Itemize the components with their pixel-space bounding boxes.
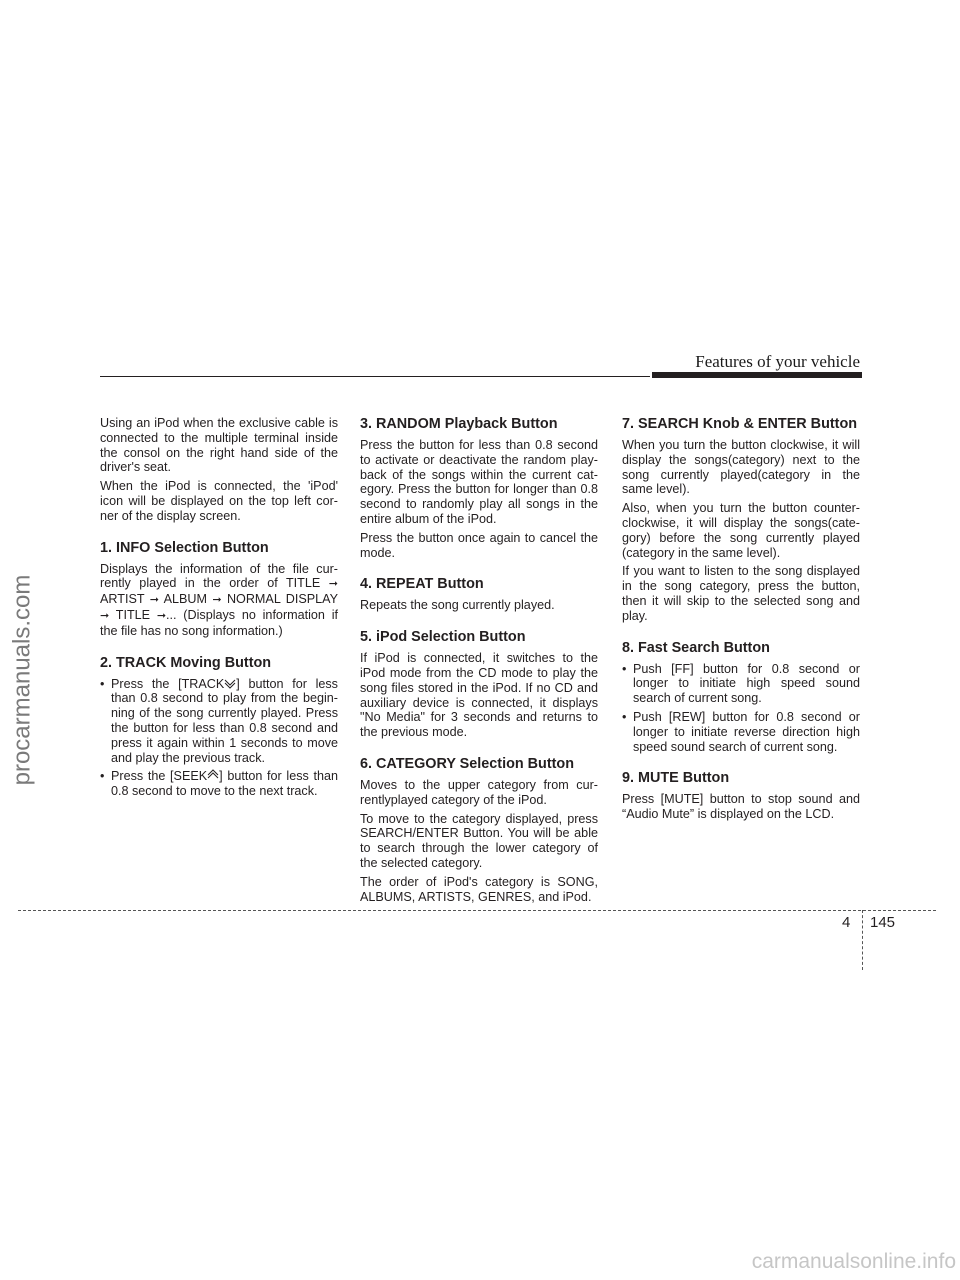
chevron-down-icon [224,677,236,689]
section-6-paragraph-3: The order of iPod's category is SONG, ALBUMS, ARTISTS, GENRES, and iPod. [360,874,598,904]
bullet-ff: • Push [FF] button for 0.8 second or longer to initiate high speed sound search of current song. [622,662,860,706]
header-rule [100,376,650,377]
footer-divider [862,910,863,970]
section-title: Features of your vehicle [695,352,860,371]
s1-text-1: Displays the information of the file cur-rently played in the order of TITLE [100,561,338,591]
section-7-paragraph-3: If you want to listen to the song displayed in the song category, press the button, then it will skip to the selected song and play. [622,564,860,623]
section-3-paragraph-2: Press the button once again to cancel the mode. [360,530,598,560]
bullet-rew: • Push [REW] button for 0.8 second or longer to initiate reverse direction high speed sound search of current song. [622,710,860,754]
track-text-post: ] button for less than 0.8 second to play from the begin-ning of the song currently played. Press the button for less than 0.8 second and press it again within 1 seconds to move and play the previous track. [111,676,338,765]
section-4-paragraph: Repeats the song currently played. [360,598,555,613]
section-7-paragraph-1: When you turn the button clockwise, it will display the songs(category) next to the song currently played(category in the same level). [622,438,860,497]
section-7-paragraph-2: Also, when you turn the button counter-clockwise, it will display the songs(cate-gory) before the song currently played (category in the same level). [622,501,860,560]
bottom-watermark: carmanualsonline.info [751,1250,956,1273]
arrow-icon: ➞ [328,578,338,591]
column-2 [360,416,598,908]
section-9-paragraph: Press [MUTE] button to stop sound and “Audio Mute” is displayed on the LCD. [622,792,860,822]
seek-text-post: ] button for less than 0.8 second to move to the next track. [111,769,338,799]
s1-text-2: ARTIST [100,592,150,607]
section-1-heading: 1. INFO Selection Button [100,539,269,556]
s1-text-5: TITLE [109,607,157,622]
column-1 [100,416,338,803]
section-3-heading: 3. RANDOM Playback Button [360,416,558,432]
section-5-paragraph: If iPod is connected, it switches to the iPod mode from the CD mode to play the song files stored in the iPod. If no CD and auxiliary device is connected, it displays "No Media" for 3 seconds and returns to the previous mode. [360,651,598,740]
section-4-heading: 4. REPEAT Button [360,576,484,593]
section-2-heading: 2. TRACK Moving Button [100,654,272,671]
arrow-icon: ➞ [100,609,110,622]
seek-text-pre: Press the [SEEK [111,769,208,784]
intro-paragraph-2: When the iPod is connected, the 'iPod' icon will be displayed on the top left cor-ner of the display screen. [100,479,338,523]
section-3-paragraph-1: Press the button for less than 0.8 second to activate or deactivate the random play-back of the songs within the current cat-egory. Press the button for longer than 0.8 second to randomly play all songs in the entire album of the iPod. [360,438,598,526]
section-8-heading: 8. Fast Search Button [622,639,770,656]
header-rule-accent [652,372,862,378]
bullet-track [100,677,338,766]
section-7-heading: 7. SEARCH Knob & ENTER Button [622,416,858,432]
section-6-paragraph-1: Moves to the upper category from cur-rentlyplayed category of the iPod. [360,777,598,807]
section-5-heading: 5. iPod Selection Button [360,629,526,646]
chapter-number: 4 [842,914,851,931]
track-text-pre: Press the [TRACK [111,676,225,691]
s1-text-3: ALBUM [158,592,213,607]
arrow-icon: ➞ [212,594,222,607]
side-watermark [2,540,42,820]
s1-text-4: NORMAL DISPLAY [221,592,338,607]
chevron-up-icon [207,769,219,781]
bullet-seek [100,769,338,799]
arrow-icon: ➞ [156,609,167,622]
footer-rule [18,910,936,911]
s1-text-6: ... (Displays no information if the file has no song information.) [100,607,338,638]
column-3 [622,416,860,826]
intro-paragraph-1: Using an iPod when the exclusive cable is connected to the multiple terminal inside the consol on the right hand side of the driver's seat. [100,416,338,475]
side-watermark-text: procarmanuals.com [8,574,35,786]
section-1-text [100,562,338,639]
section-6-paragraph-2: To move to the category displayed, press SEARCH/ENTER Button. You will be able to search through the lower category of the selected category. [360,811,598,870]
arrow-icon: ➞ [149,594,159,607]
section-6-heading: 6. CATEGORY Selection Button [360,755,575,772]
section-9-heading: 9. MUTE Button [622,770,730,787]
page-number: 145 [870,914,896,931]
